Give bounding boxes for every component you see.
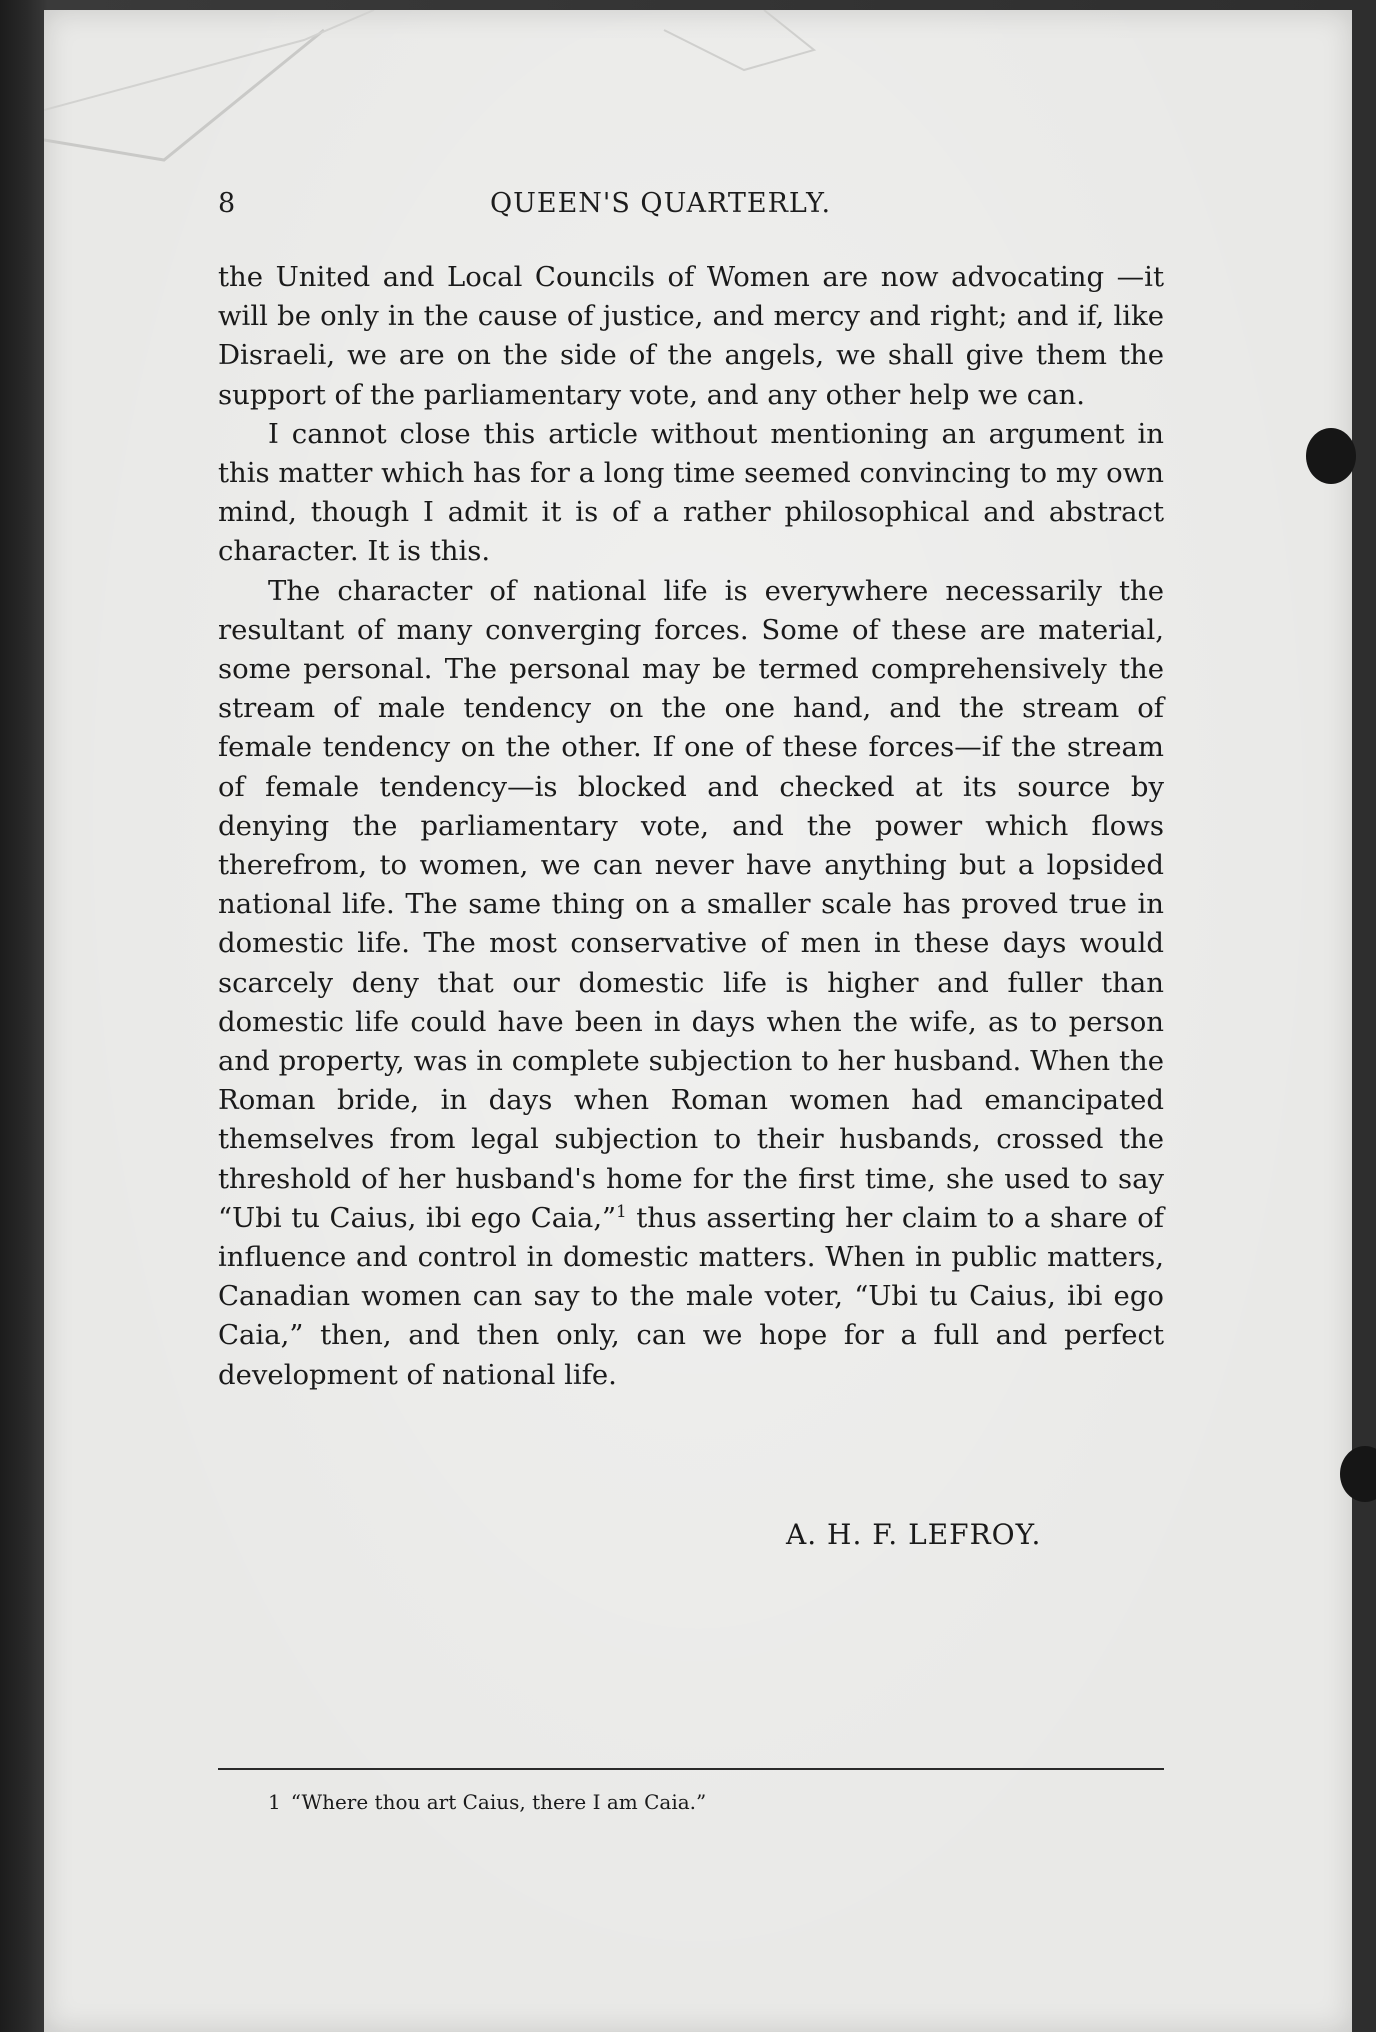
footnote-rule <box>218 1768 1164 1770</box>
footnote <box>268 1790 706 1814</box>
page-crease <box>44 10 1352 210</box>
paragraph-2: I cannot close this article without mentioning an argument in this matter which has for a long time seemed convincing to my own mind, though I admit it is of a rather philosophical and abstract character. It is this. <box>218 417 1164 568</box>
running-head <box>218 188 1168 224</box>
paragraph-3-part-2: thus asserting her claim to a share of influence and control in domestic matters. When in public matters, Canadian women can say to the male voter, “Ubi tu Caius, ibi ego Caia,” then, and then only, can we hope for a full and perfect development of national life. <box>218 1201 1164 1391</box>
article-body <box>218 258 1164 1395</box>
footnote-marker: 1 <box>616 1201 627 1221</box>
page-number: 8 <box>218 188 236 219</box>
paragraph-1: the United and Local Councils of Women are now advocating —it will be only in the cause of justice, and mercy and right; and if, like Disraeli, we are on the side of the angels, we shall give them the support of the parliamentary vote, and any other help we can. <box>218 261 1164 411</box>
paragraph-3 <box>218 572 1164 1395</box>
journal-title: QUEEN'S QUARTERLY. <box>490 188 832 219</box>
punch-hole-top <box>1306 428 1356 484</box>
footnote-number: 1 <box>268 1790 281 1814</box>
paragraph-3-part-1: The character of national life is everywhere necessarily the resultant of many converging forces. Some of these are material, some personal. The personal may be termed comprehensively the stream of male tendency on the one hand, and the stream of female tendency on the other. If one of these forces—if the stream of female tendency—is blocked and checked at its source by denying the parliamentary vote, and the power which flows therefrom, to women, we can never have anything but a lopsided national life. The same thing on a smaller scale has proved true in domestic life. The most conservative of men in these days would scarcely deny that our domestic life is higher and fuller than domestic life could have been in days when the wife, as to person and property, was in complete subjection to her husband. When the Roman bride, in days when Roman women had emancipated themselves from legal subjection to their husbands, crossed the threshold of her husband's home for the first time, she used to say “Ubi tu Caius, ibi ego Caia,” <box>218 574 1164 1234</box>
author-signature: A. H. F. LEFROY. <box>786 1518 1042 1551</box>
footnote-text: “Where thou art Caius, there I am Caia.” <box>290 1790 707 1814</box>
punch-hole-bottom <box>1340 1446 1376 1502</box>
